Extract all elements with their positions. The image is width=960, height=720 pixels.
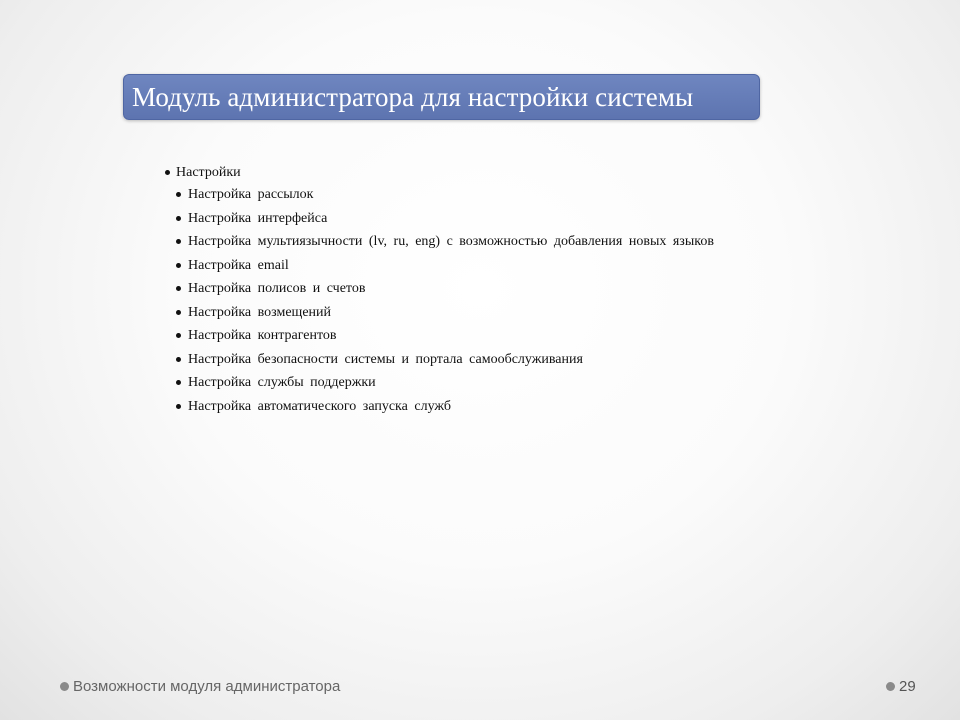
bullet-content xyxy=(163,163,723,421)
bullet-settings xyxy=(163,163,723,182)
footer-text: Возможности модуля администратора xyxy=(73,678,341,695)
list-item: Настройка email xyxy=(163,257,723,274)
title-box xyxy=(123,74,760,120)
list-item: Настройка автоматического запуска служб xyxy=(163,398,723,415)
footer-dot-icon xyxy=(60,682,69,691)
list-item: Настройка полисов и счетов xyxy=(163,280,723,297)
list-item: Настройка безопасности системы и портала самообслуживания xyxy=(163,351,723,368)
list-item: Настройка возмещений xyxy=(163,304,723,321)
list-item: Настройка интерфейса xyxy=(163,210,723,227)
list-item: Настройка рассылок xyxy=(163,186,723,203)
list-item: Настройка мультиязычности (lv, ru, eng) с возможностью добавления новых языков xyxy=(163,233,723,250)
slide-title: Модуль администратора для настройки системы xyxy=(132,81,694,112)
page-number-text: 29 xyxy=(899,678,916,695)
footer-title xyxy=(60,678,340,695)
page-dot-icon xyxy=(886,682,895,691)
settings-sublist xyxy=(163,186,723,415)
page-number xyxy=(886,678,916,695)
list-item: Настройка контрагентов xyxy=(163,327,723,344)
list-item: Настройка службы поддержки xyxy=(163,374,723,391)
bullet-settings-label: Настройки xyxy=(176,165,241,180)
